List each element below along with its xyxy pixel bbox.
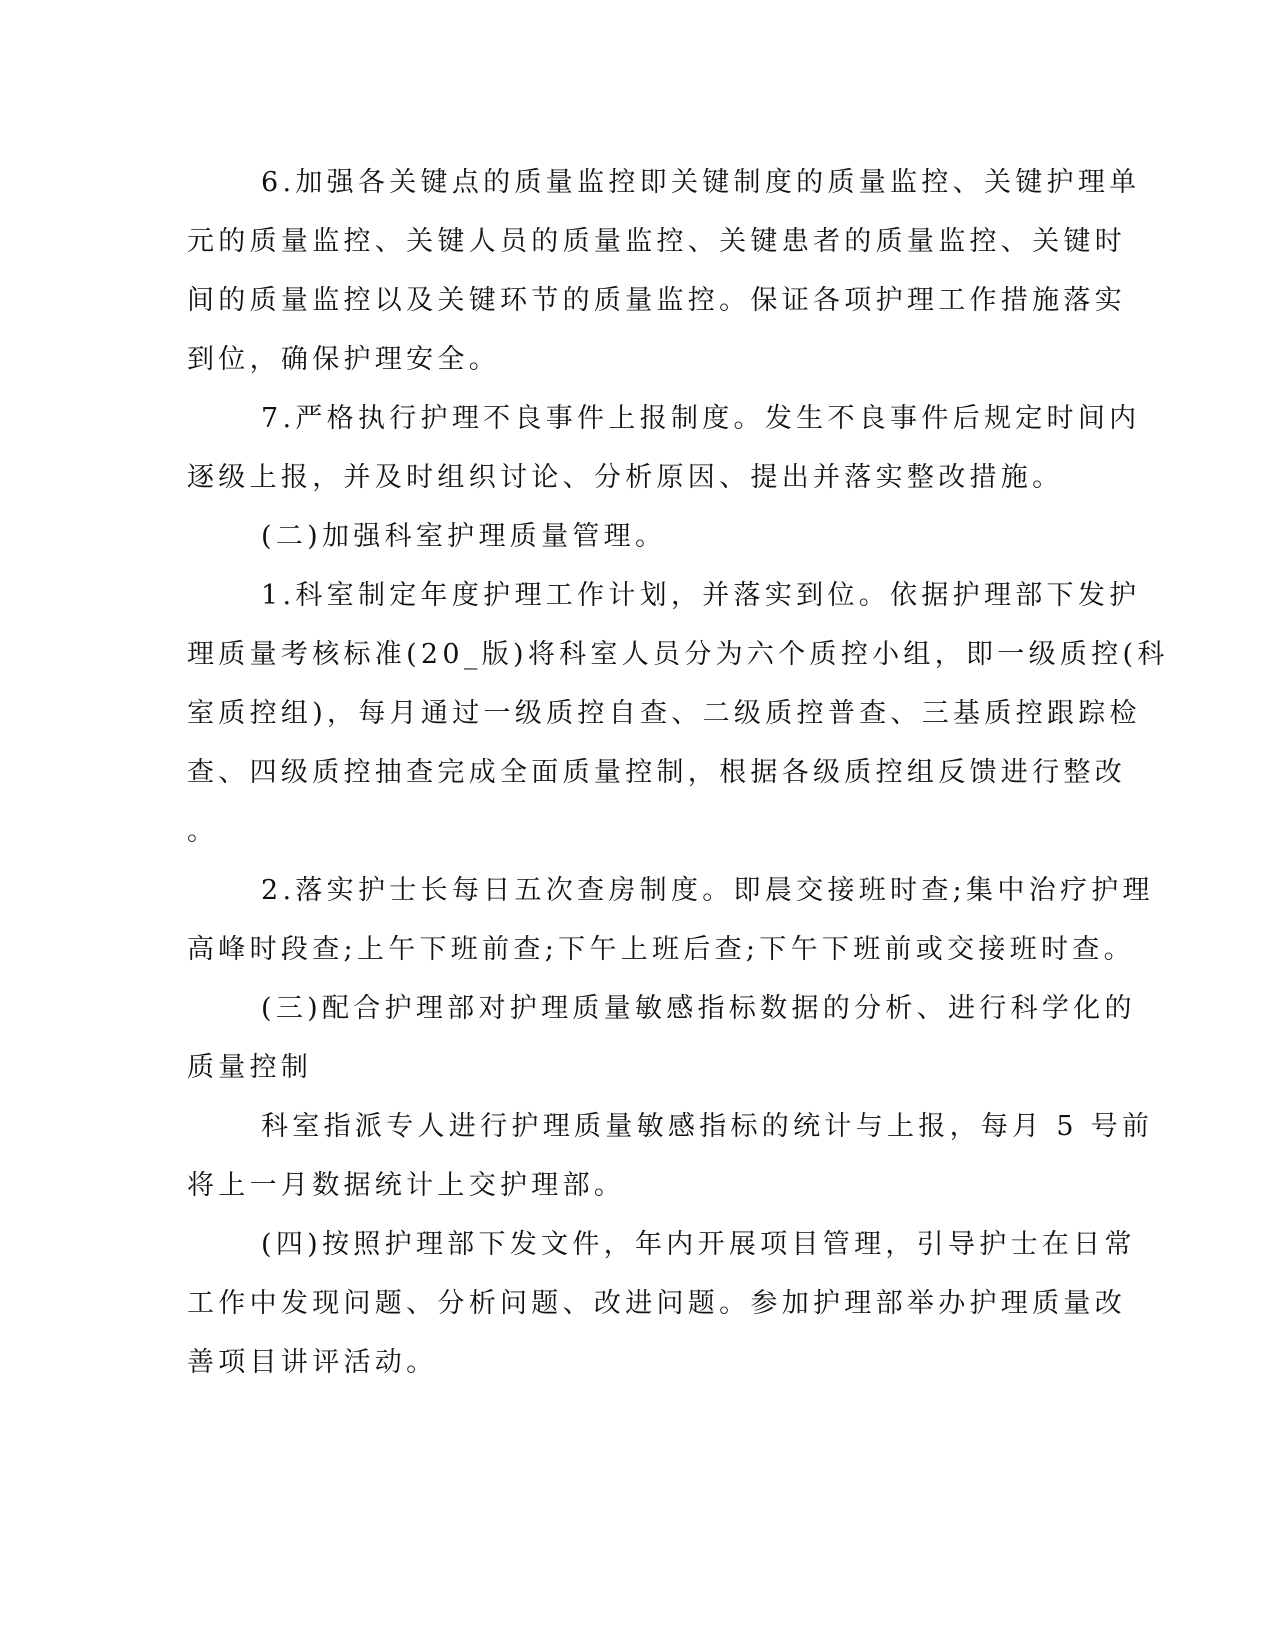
paragraph-line: 6.加强各关键点的质量监控即关键制度的质量监控、关键护理单 bbox=[261, 167, 1141, 198]
section-heading: (二)加强科室护理质量管理。 bbox=[261, 521, 667, 552]
paragraph-line: 理质量考核标准(20_版)将科室人员分为六个质控小组，即一级质控(科 bbox=[187, 639, 1169, 670]
paragraph-line: 逐级上报，并及时组织讨论、分析原因、提出并落实整改措施。 bbox=[187, 462, 1064, 493]
paragraph-line: 到位，确保护理安全。 bbox=[187, 344, 500, 375]
paragraph-line: 1.科室制定年度护理工作计划，并落实到位。依据护理部下发护 bbox=[261, 580, 1141, 611]
paragraph-line: 。 bbox=[187, 816, 219, 847]
paragraph-line: 7.严格执行护理不良事件上报制度。发生不良事件后规定时间内 bbox=[261, 403, 1141, 434]
paragraph-line: 工作中发现问题、分析问题、改进问题。参加护理部举办护理质量改 bbox=[187, 1288, 1126, 1319]
paragraph-line: 间的质量监控以及关键环节的质量监控。保证各项护理工作措施落实 bbox=[187, 285, 1126, 316]
paragraph-line: 查、四级质控抽查完成全面质量控制，根据各级质控组反馈进行整改 bbox=[187, 757, 1126, 788]
paragraph-line: 室质控组)，每月通过一级质控自查、二级质控普查、三基质控跟踪检 bbox=[187, 698, 1141, 729]
section-heading: (三)配合护理部对护理质量敏感指标数据的分析、进行科学化的 bbox=[261, 993, 1136, 1024]
paragraph-line: 高峰时段查;上午下班前查;下午上班后查;下午下班前或交接班时查。 bbox=[187, 934, 1135, 965]
paragraph-line: 善项目讲评活动。 bbox=[187, 1347, 438, 1378]
paragraph-line: 元的质量监控、关键人员的质量监控、关键患者的质量监控、关键时 bbox=[187, 226, 1126, 257]
section-heading: 质量控制 bbox=[187, 1052, 313, 1083]
paragraph-line: 将上一月数据统计上交护理部。 bbox=[187, 1170, 626, 1201]
paragraph-line: 2.落实护士长每日五次查房制度。即晨交接班时查;集中治疗护理 bbox=[261, 875, 1154, 906]
paragraph-line: 科室指派专人进行护理质量敏感指标的统计与上报，每月 5 号前 bbox=[261, 1111, 1154, 1142]
section-heading: (四)按照护理部下发文件，年内开展项目管理，引导护士在日常 bbox=[261, 1229, 1136, 1260]
